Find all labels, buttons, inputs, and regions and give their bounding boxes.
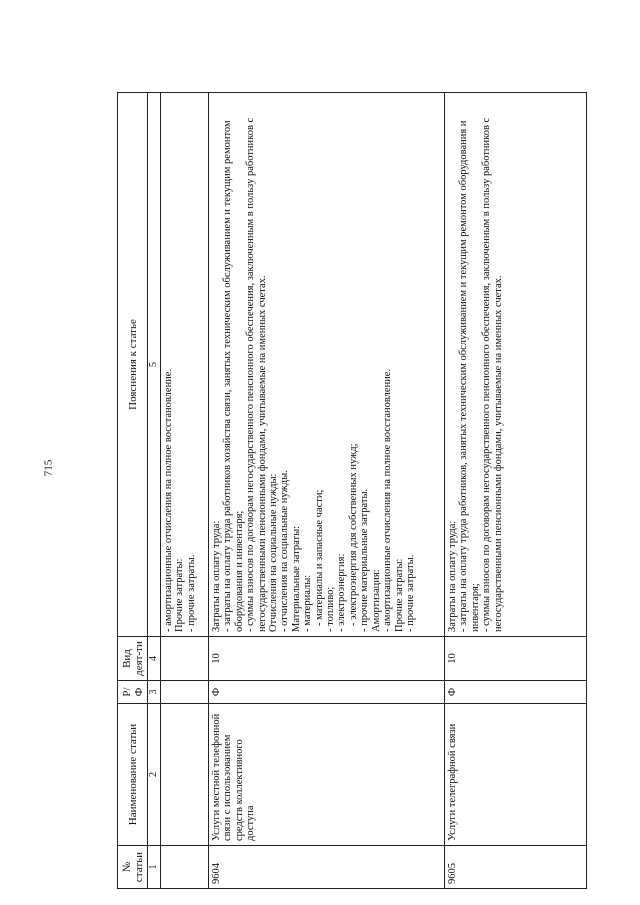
- article-rf: Ф: [209, 681, 445, 704]
- continuation-row: [161, 93, 209, 889]
- header-num: № статьи: [118, 846, 148, 889]
- column-number: 5: [148, 93, 161, 637]
- explanation-line: - электроэнергия для собственных нужд;: [347, 443, 359, 626]
- article-name: Услуги местной телефонной связи с использованием средств коллективного доступа: [209, 704, 445, 846]
- explanation-line: - амортизационные отчисления на полное восстановление.: [382, 368, 394, 632]
- explanation-line: - суммы взносов по договорам негосударственного пенсионного обеспечения, заключенным в пользу работников с негосударственными пенсионными фондами, учитываемые на именных счетах.: [481, 117, 504, 632]
- column-number: 1: [148, 846, 161, 889]
- explanation-line: - прочие материальные затраты.: [359, 488, 371, 632]
- explanation-line: Амортизация:: [370, 569, 382, 632]
- article-rf: Ф: [445, 681, 587, 704]
- explanation-line: Материальные затраты:: [290, 525, 302, 632]
- column-number: 3: [148, 681, 161, 704]
- article-number: 9605: [445, 846, 587, 889]
- article-explanation: [445, 93, 587, 637]
- explanation-line: - затраты на оплату труда работников хозяйства связи, занятых техническим обслуживанием и текущим ремонтом оборудования и инвентаря;: [222, 120, 245, 632]
- explanation-line: Затраты на оплату труда:: [447, 520, 458, 632]
- header-rf: Р/Ф: [118, 681, 148, 704]
- continuation-rf-cell: [161, 681, 209, 704]
- column-number-row: [148, 93, 161, 889]
- header-name: Наименование статьи: [118, 704, 148, 846]
- explanation-line: Прочие затраты:: [393, 558, 405, 632]
- explanation-line: - отчисления на социальные нужды.: [279, 470, 291, 632]
- explanation-line: - суммы взносов по договорам негосударственного пенсионного обеспечения, заключенным в пользу работников с негосударственными пенсионными фондами, учитываемые на именных счетах.: [245, 117, 268, 632]
- explanation-line: - амортизационные отчисления на полное восстановление.: [163, 368, 174, 632]
- continuation-explanation: [161, 93, 209, 637]
- article-number: 9604: [209, 846, 445, 889]
- table-row: [445, 93, 587, 889]
- continuation-num-cell: [161, 846, 209, 889]
- header-activity: Вид деят-ти: [118, 637, 148, 681]
- article-activity: 10: [445, 637, 587, 681]
- article-name: Услуги телеграфной связи: [445, 704, 587, 846]
- rotated-table-inner: [117, 92, 587, 889]
- header-explanation: Пояснения к статье: [118, 93, 148, 637]
- article-activity: 10: [209, 637, 445, 681]
- explanation-line: - прочие затраты.: [185, 554, 197, 632]
- expense-articles-table: [117, 92, 587, 889]
- header-row: [118, 93, 148, 889]
- explanation-line: - материалы:: [302, 574, 314, 632]
- explanation-line: - топливо;: [325, 586, 337, 632]
- explanation-line: - материалы и запасные части;: [313, 489, 325, 626]
- continuation-activity-cell: [161, 637, 209, 681]
- page-number: 715: [42, 459, 55, 477]
- column-number: 2: [148, 704, 161, 846]
- continuation-name-cell: [161, 704, 209, 846]
- explanation-line: - прочие затраты.: [404, 554, 416, 632]
- explanation-line: Отчисления на социальные нужды:: [268, 473, 280, 632]
- explanation-line: Затраты на оплату труда:: [211, 520, 222, 632]
- explanation-line: - электроэнергия:: [336, 553, 348, 632]
- article-explanation: [209, 93, 445, 637]
- column-number: 4: [148, 637, 161, 681]
- explanation-line: Прочие затраты:: [174, 558, 186, 632]
- explanation-line: - затраты на оплату труда работников, занятых техническим обслуживанием и текущим ремонтом оборудования и инвентаря;: [458, 120, 481, 632]
- table-row: [209, 93, 445, 889]
